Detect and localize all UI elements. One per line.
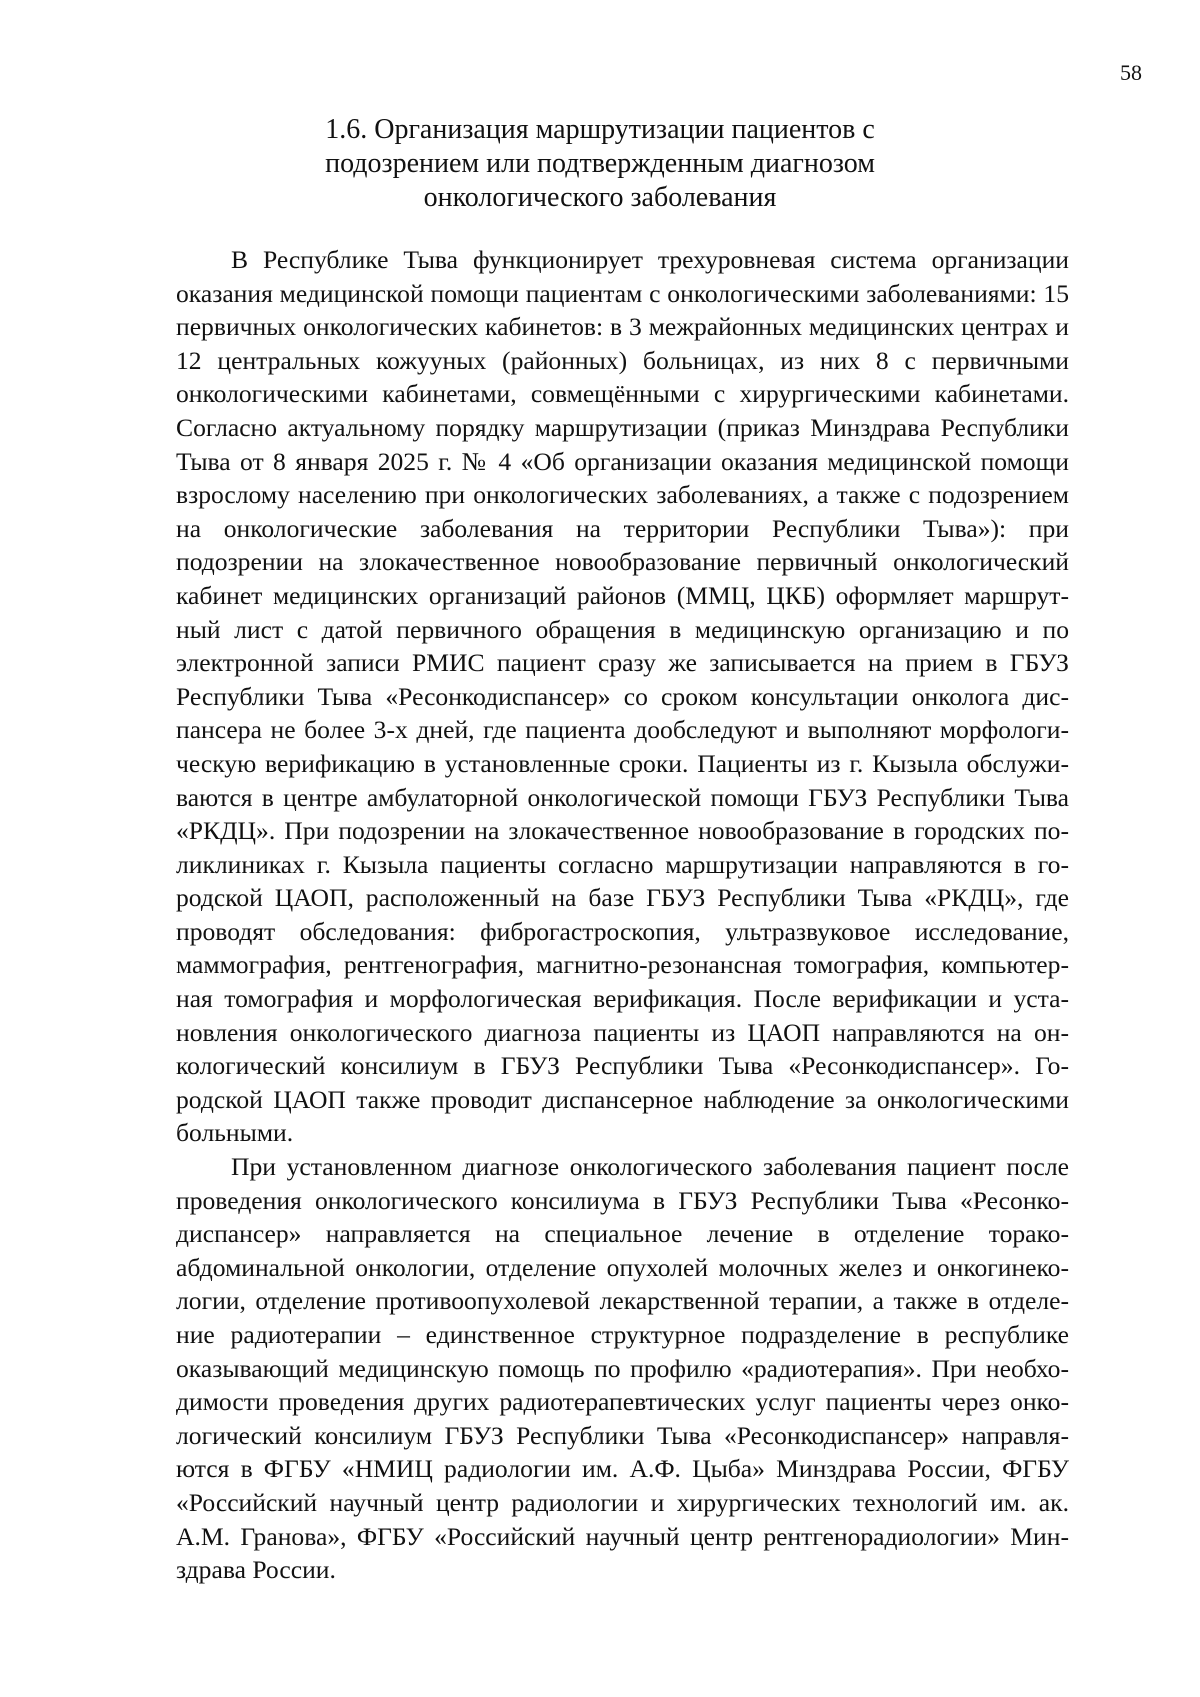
- section-heading-line-1: 1.6. Организация маршрутизации пациентов с: [325, 114, 875, 145]
- section-heading-line-2: подозрением или подтвержденным диагнозом: [325, 148, 875, 179]
- page-number: 58: [1120, 60, 1142, 85]
- section-heading: [0, 113, 1200, 215]
- section-heading-line-3: онкологического заболевания: [423, 182, 777, 213]
- paragraph-routing-system: В Республике Тыва функционирует трехуровневая система организации оказания медицинской помощи пациентам с онкологическими заболеваниями: 15 первичных онкологических кабинетов: в 3 межрайонных медицинских центрах и 12 центральных кожууных (районных) больницах, из них 8 с первичными онкологическими кабинетами, совмещёнными с хирургическими кабинетами. Согласно актуальному порядку маршрутизации (приказ Минздрава Республики Тыва от 8 января 2025 г. № 4 «Об организации оказания медицинской помощи взрослому населению при онкологических заболеваниях, а также с подозрением на онкологические заболевания на территории Республики Тыва»): при подозрении на злокачественное новообразование первичный онкологический кабинет медицинских организаций районов (ММЦ, ЦКБ) оформляет маршрутный лист с датой первичного обращения в медицинскую организацию и по электронной записи РМИС пациент сразу же записывается на прием в ГБУЗ Республики Тыва «Ресонкодиспансер» со сроком консультации онколога диспансера не более 3-х дней, где пациента дообследуют и выполняют морфологическую верификацию в установленные сроки. Пациенты из г. Кызыла обслуживаются в центре амбулаторной онкологической помощи ГБУЗ Республики Тыва «РКДЦ». При подозрении на злокачественное новообразование в городских поликлиниках г. Кызыла пациенты согласно маршрутизации направляются в городской ЦАОП, расположенный на базе ГБУЗ Республики Тыва «РКДЦ», где проводят обследования: фиброгастроскопия, ультразвуковое исследование, маммография, рентгенография, магнитно-резонансная томография, компьютерная томография и морфологическая верификация. После верификации и установления онкологического диагноза пациенты из ЦАОП направляются на онкологический консилиум в ГБУЗ Республики Тыва «Ресонкодиспансер». Городской ЦАОП также проводит диспансерное наблюдение за онкологическими больными.: [176, 245, 1069, 1148]
- paragraph-treatment-referral: При установленном диагнозе онкологического заболевания пациент после проведения онкологического консилиума в ГБУЗ Республики Тыва «Ресонкодиспансер» направляется на специальное лечение в отделение торакоабдоминальной онкологии, отделение опухолей молочных желез и онкогинекологии, отделение противоопухолевой лекарственной терапии, а также в отделение радиотерапии – единственное структурное подразделение в республике оказывающий медицинскую помощь по профилю «радиотерапия». При необходимости проведения других радиотерапевтических услуг пациенты через онкологический консилиум ГБУЗ Республики Тыва «Ресонкодиспансер» направляются в ФГБУ «НМИЦ радиологии им. А.Ф. Цыба» Минздрава России, ФГБУ «Российский научный центр радиологии и хирургических технологий им. ак. А.М. Гранова», ФГБУ «Российский научный центр рентгенорадиологии» Минздрава России.: [176, 1152, 1069, 1585]
- body-text: [176, 243, 1069, 1587]
